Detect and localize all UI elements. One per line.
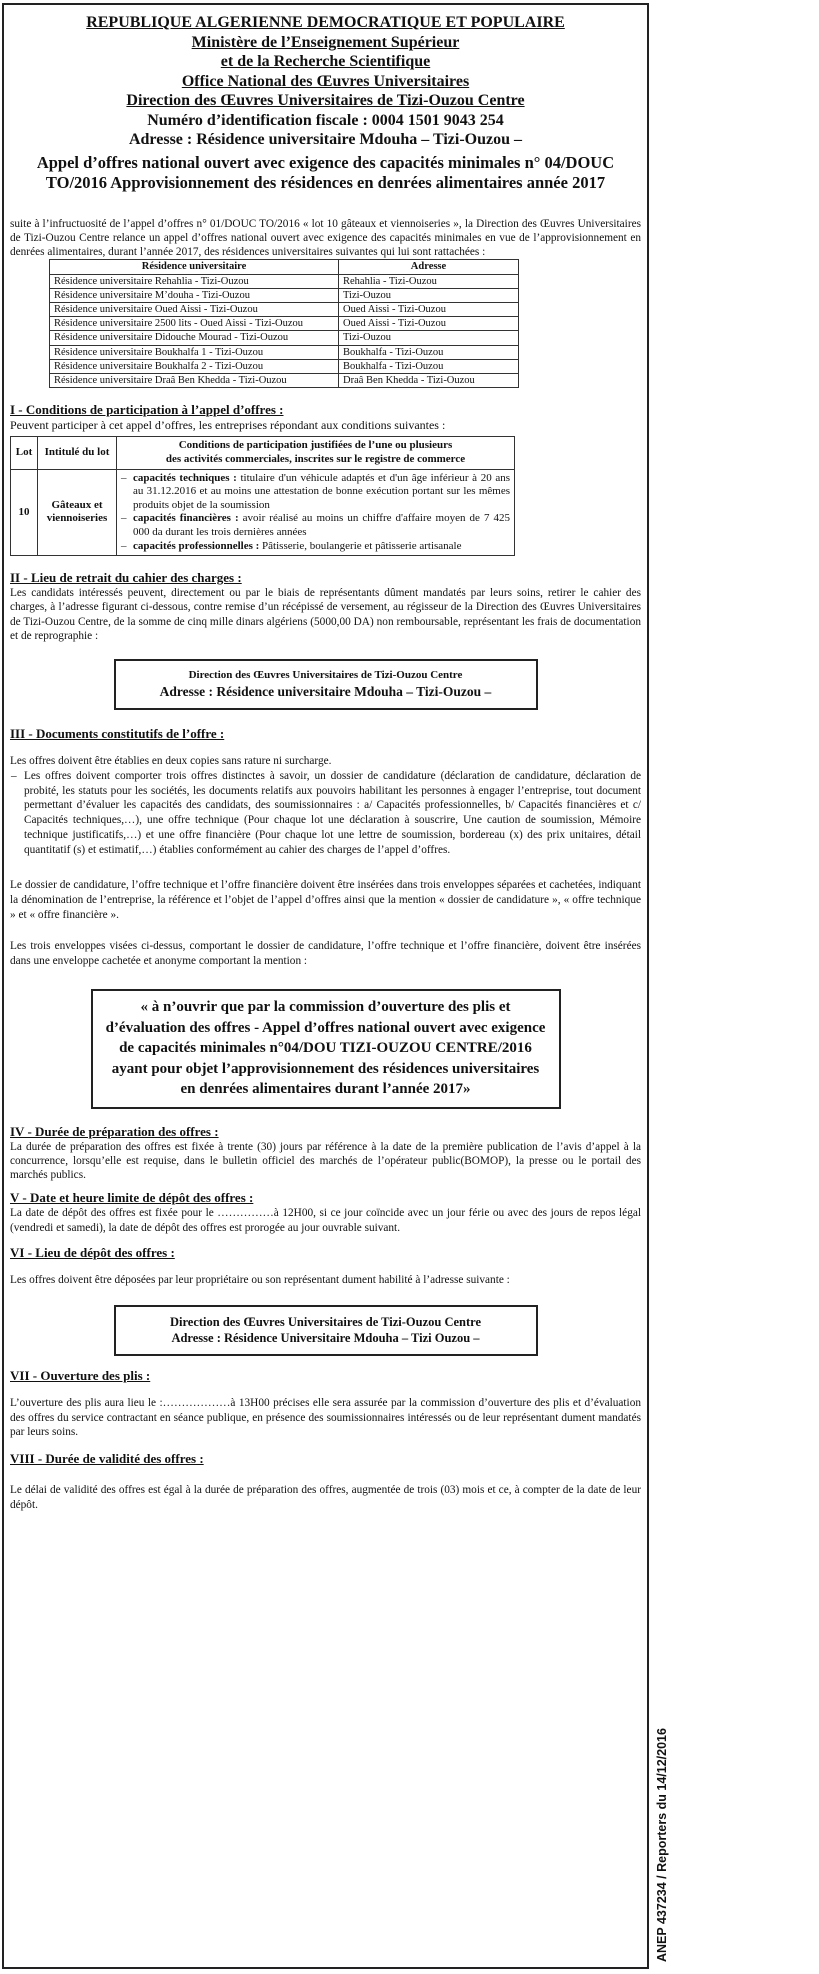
residence-name: Résidence universitaire Rehahlia - Tizi-Ouzou	[50, 274, 339, 288]
residence-address: Tizi-Ouzou	[339, 331, 519, 345]
header-nif: Numéro d’identification fiscale : 0004 1501 9043 254	[147, 111, 504, 129]
section-1-text: Peuvent participer à cet appel d’offres, les entreprises répondant aux conditions suivantes :	[10, 418, 446, 433]
list-item: – Les offres doivent comporter trois offres distinctes à savoir, un dossier de candidature (déclaration de candidature, déclaration de probité, les statuts pour les sociétés, les documents relatifs aux pouvoirs habilitant les personnes à engager l’entreprise, tout document permettant d’évaluer les capacités des candidats, des soumissionnaires : a/ Capacités professionnelles, b/ Capacités financières et c/ Capacités techniques,…), une offre technique (Pour chaque lot une déclaration à souscrire, Une caution de soumission, Mémoire technique justificatifs,…) et une offre financière (Pour chaque lot une lettre de soumission, bordereau (x) des prix unitaires, détail quantitatif (s) et estimatif,…) établies conformément au cahier des charges de l’appel d’offres.	[24, 769, 641, 858]
section-4-title: IV - Durée de préparation des offres :	[10, 1123, 219, 1139]
condition-professional	[133, 540, 510, 554]
section-8-title: VIII - Durée de validité des offres :	[10, 1451, 204, 1467]
table-row	[50, 274, 519, 288]
address-box-withdrawal	[114, 659, 538, 710]
section-7-text: L’ouverture des plis aura lieu le :………………à 13H00 précises elle sera assurée par la commission d’ouverture des plis et d’évaluation des offres du service contractant en séance publique, en présence des soumissionnaires intéressés ou de leur représentant dument mandatés par leurs soins.	[10, 1397, 641, 1438]
residence-address: Tizi-Ouzou	[339, 288, 519, 302]
condition-label: capacités professionnelles :	[133, 539, 260, 552]
column-header-conditions	[117, 437, 515, 469]
conditions-header-line-1: Conditions de participation justifiées de l’une ou plusieurs	[178, 439, 453, 452]
publication-reference	[655, 1666, 671, 1962]
header-ministry: Ministère de l’Enseignement Supérieur	[191, 33, 460, 51]
tender-title: Appel d’offres national ouvert avec exigence des capacités minimales n° 04/DOUC TO/2016 Approvisionnement des résidences en denrées alimentaires année 2017	[36, 152, 615, 192]
condition-label: capacités techniques :	[133, 471, 237, 484]
section-3-p1: Les offres doivent être établies en deux copies sans rature ni surcharge.	[10, 755, 332, 768]
section-6-title: VI - Lieu de dépôt des offres :	[10, 1245, 175, 1261]
condition-technical	[133, 472, 510, 513]
residence-name: Résidence universitaire M’douha - Tizi-Ouzou	[50, 288, 339, 302]
section-8-text: Le délai de validité des offres est égal à la durée de préparation des offres, augmentée de trois (03) mois et ce, à compter de la date de leur dépôt.	[10, 1484, 641, 1511]
section-3-list	[10, 769, 641, 858]
header-direction: Direction des Œuvres Universitaires de Tizi-Ouzou Centre	[126, 92, 525, 109]
box-address: Adresse : Résidence universitaire Mdouha – Tizi-Ouzou –	[159, 684, 492, 700]
condition-label: capacités financières :	[133, 512, 239, 525]
condition-text: titulaire d'un véhicule adaptés et d'un âge inférieur à 20 ans au 31.12.2016 et au moins une attestation de bonne exécution portant sur les mêmes produits objet de la soumission	[133, 471, 511, 511]
residence-address: Draâ Ben Khedda - Tizi-Ouzou	[339, 373, 519, 387]
section-2-text: Les candidats intéressés peuvent, directement ou par le biais de représentants dûment mandatés par leurs soins, retirer le cahier des charges, à l’adresse figurant ci-dessous, contre remise d’un récépissé de versement, au régisseur de la Direction des Œuvres Universitaires de Tizi-Ouzou Centre, de la somme de cinq mille dinars algériens (5000,00 DA) non remboursable, représentant les frais de documentation et de reprographie :	[10, 587, 641, 643]
lot-intitule: Gâteaux et viennoiseries	[38, 469, 117, 556]
column-header-residence: Résidence universitaire	[50, 260, 339, 274]
box-address: Adresse : Résidence Universitaire Mdouha – Tizi Ouzou –	[171, 1331, 480, 1346]
condition-text: avoir réalisé au moins un chiffre d'affaire moyen de 7 425 000 da durant les trois dernières années	[133, 512, 510, 538]
condition-text: Pâtisserie, boulangerie et pâtisserie artisanale	[259, 539, 462, 552]
residence-address: Rehahlia - Tizi-Ouzou	[339, 274, 519, 288]
section-3-p2: Le dossier de candidature, l’offre technique et l’offre financière doivent être insérées dans trois enveloppes séparées et cachetées, indiquant la dénomination de l’entreprise, la référence et l’objet de l’appel d’offres ainsi que la mention « dossier de candidature », « offre technique » et « offre financière ».	[10, 879, 641, 921]
residence-name: Résidence universitaire Boukhalfa 1 - Tizi-Ouzou	[50, 345, 339, 359]
table-row	[50, 373, 519, 387]
section-2-title: II - Lieu de retrait du cahier des charges :	[10, 570, 242, 586]
residence-address: Boukhalfa - Tizi-Ouzou	[339, 345, 519, 359]
envelope-mention-box	[91, 989, 561, 1109]
section-4-text: La durée de préparation des offres est fixée à trente (30) jours par référence à la date de la première publication de l’avis d’appel à la concurrence, lorsqu’elle est requise, dans le bulletin officiel des marchés de l’opérateur public(BOMOP), la presse ou le portail des marchés publics.	[10, 1140, 641, 1182]
header-ministry-2: et de la Recherche Scientifique	[220, 53, 431, 70]
residence-address: Boukhalfa - Tizi-Ouzou	[339, 359, 519, 373]
table-row	[50, 359, 519, 373]
residence-name: Résidence universitaire Boukhalfa 2 - Tizi-Ouzou	[50, 359, 339, 373]
envelope-mention-text: « à n’ouvrir que par la commission d’ouverture des plis et d’évaluation des offres - Appel d’offres national ouvert avec exigence de capacités minimales n°04/DOU TIZI-OUZOU CENTRE/2016 ayant pour objet l’approvisionnement des résidences universitaires en denrées alimentaires durant l’année 2017»	[105, 999, 546, 1098]
lot-conditions-table	[10, 436, 515, 556]
lot-header-row	[11, 437, 515, 469]
table-row	[50, 345, 519, 359]
conditions-header-line-2: des activités commerciales, inscrites sur le registre de commerce	[165, 452, 466, 465]
table-row	[50, 317, 519, 331]
section-1-title: I - Conditions de participation à l’appel d’offres :	[10, 402, 284, 418]
section-7-title: VII - Ouverture des plis :	[10, 1368, 151, 1384]
residence-name: Résidence universitaire Draâ Ben Khedda - Tizi-Ouzou	[50, 373, 339, 387]
box-direction: Direction des Œuvres Universitaires de Tizi-Ouzou Centre	[188, 669, 463, 682]
column-header-address: Adresse	[339, 260, 519, 274]
table-row	[50, 302, 519, 316]
section-3-p3: Les trois enveloppes visées ci-dessus, comportant le dossier de candidature, l’offre technique et l’offre financière, doivent être insérées dans une enveloppe cachetée et anonyme comportant la mention :	[10, 940, 641, 968]
residence-name: Résidence universitaire Oued Aissi - Tizi-Ouzou	[50, 302, 339, 316]
section-6-text: Les offres doivent être déposées par leur propriétaire ou son représentant dument habilité à l’adresse suivante :	[10, 1274, 510, 1287]
section-5-title: V - Date et heure limite de dépôt des offres :	[10, 1190, 254, 1206]
column-header-intitule: Intitulé du lot	[38, 437, 117, 469]
residence-name: Résidence universitaire Didouche Mourad - Tizi-Ouzou	[50, 331, 339, 345]
side-note: ANEP 437234 / Reporters du 14/12/2016	[655, 1728, 669, 1962]
address-box-deposit	[114, 1305, 538, 1356]
table-row	[50, 331, 519, 345]
lot-number: 10	[11, 469, 38, 556]
header-republic: REPUBLIQUE ALGERIENNE DEMOCRATIQUE ET POPULAIRE	[86, 14, 565, 31]
header	[10, 13, 641, 193]
residence-address: Oued Aissi - Tizi-Ouzou	[339, 317, 519, 331]
lot-conditions	[117, 469, 515, 556]
intro-paragraph: suite à l’infructuosité de l’appel d’offres n° 01/DOUC TO/2016 « lot 10 gâteaux et viennoiseries », la Direction des Œuvres Universitaires de Tizi-Ouzou Centre relance un appel d’offres national ouvert avec exigence des capacités minimales en vue de l’approvisionnement en denrées alimentaires, durant l’année 2017, des résidences universitaires suivantes qui lui sont rattachées :	[10, 217, 641, 259]
residence-address: Oued Aissi - Tizi-Ouzou	[339, 302, 519, 316]
header-address: Adresse : Résidence universitaire Mdouha – Tizi-Ouzou –	[128, 131, 523, 148]
box-direction: Direction des Œuvres Universitaires de Tizi-Ouzou Centre	[169, 1315, 482, 1330]
announcement-page	[2, 3, 649, 1969]
header-office: Office National des Œuvres Universitaires	[181, 72, 470, 90]
residences-header-row	[50, 260, 519, 274]
residence-name: Résidence universitaire 2500 lits - Oued Aissi - Tizi-Ouzou	[50, 317, 339, 331]
table-row	[11, 469, 515, 556]
table-row	[50, 288, 519, 302]
section-3-title: III - Documents constitutifs de l’offre :	[10, 726, 225, 742]
condition-financial	[133, 512, 510, 539]
column-header-lot: Lot	[11, 437, 38, 469]
residences-table	[49, 259, 519, 388]
section-5-text: La date de dépôt des offres est fixée pour le ……………à 12H00, si ce jour coïncide avec un jour férie ou avec des jours de repos légal (vendredi et samedi), la date de dépôt des offres est prorogée au jour ouvrable suivant.	[10, 1207, 641, 1234]
